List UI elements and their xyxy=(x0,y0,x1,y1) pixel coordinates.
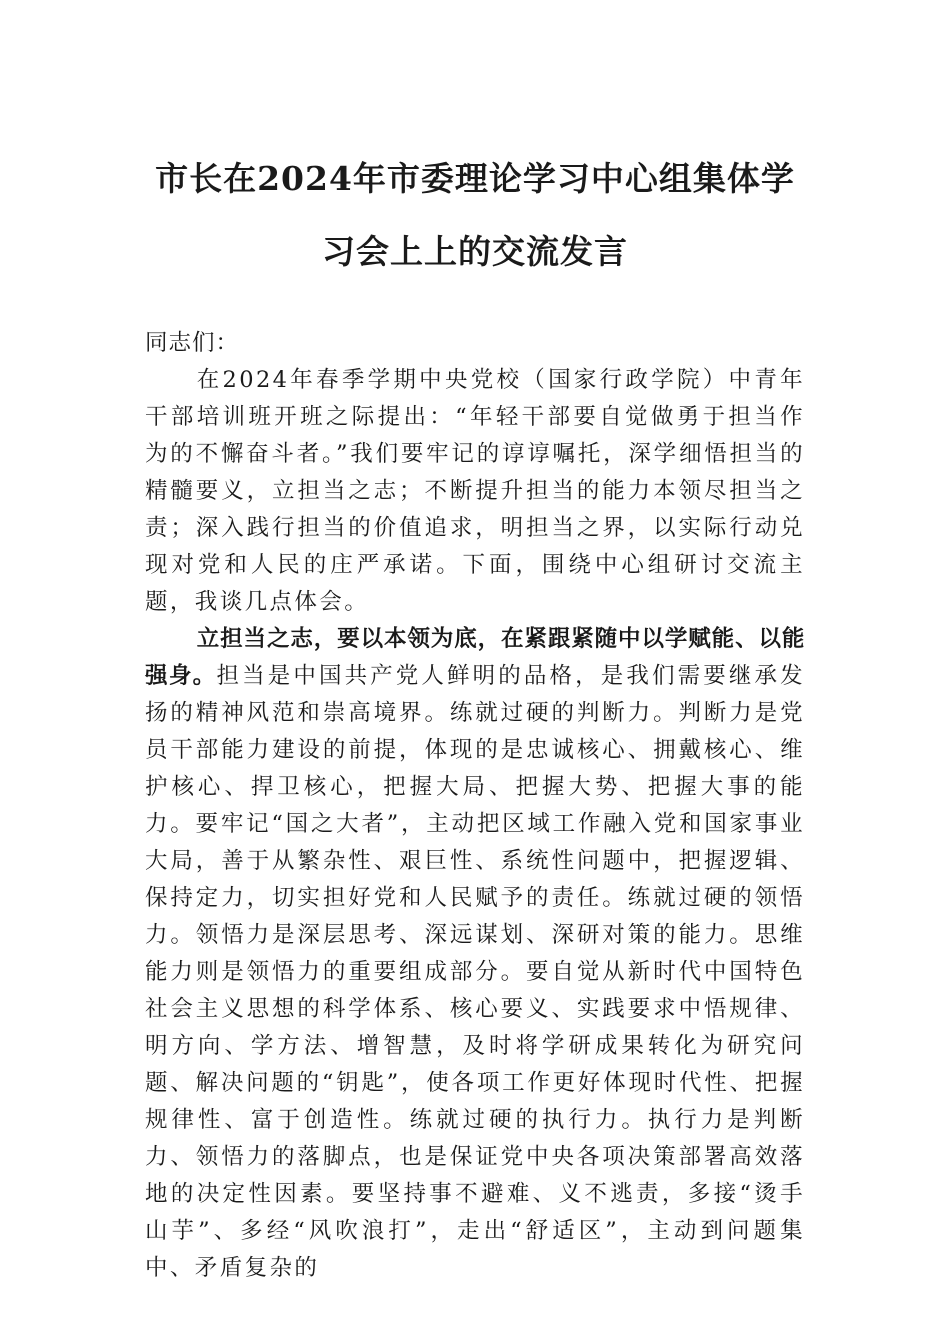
paragraph-intro: 在2024年春季学期中央党校（国家行政学院）中青年干部培训班开班之际提出：“年轻干部要自觉做勇于担当作为的不懈奋斗者。”我们要牢记的谆谆嘱托，深学细悟担当的精髓要义，立担当之志；不断提升担当的能力本领尽担当之责；深入践行担当的价值追求，明担当之界，以实际行动兑现对党和人民的庄严承诺。下面，围绕中心组研讨交流主题，我谈几点体会。 xyxy=(145,367,805,615)
title-line-2: 习会上上的交流发言 xyxy=(322,232,628,271)
paragraph-section-1 xyxy=(145,621,805,1287)
salutation: 同志们： xyxy=(145,330,240,356)
document-body xyxy=(145,325,805,1287)
section-1-heading: 立担当之志，要以本领为底，在紧跟紧随中以学赋能、以能强身。 xyxy=(145,626,805,689)
section-1-text: 担当是中国共产党人鲜明的品格，是我们需要继承发扬的精神风范和崇高境界。练就过硬的判断力。判断力是党员干部能力建设的前提，体现的是忠诚核心、拥戴核心、维护核心、捍卫核心，把握大局、把握大势、把握大事的能力。要牢记“国之大者”，主动把区域工作融入党和国家事业大局，善于从繁杂性、艰巨性、系统性问题中，把握逻辑、保持定力，切实担好党和人民赋予的责任。练就过硬的领悟力。领悟力是深层思考、深远谋划、深研对策的能力。思维能力则是领悟力的重要组成部分。要自觉从新时代中国特色社会主义思想的科学体系、核心要义、实践要求中悟规律、明方向、学方法、增智慧，及时将学研成果转化为研究问题、解决问题的“钥匙”，使各项工作更好体现时代性、把握规律性、富于创造性。练就过硬的执行力。执行力是判断力、领悟力的落脚点，也是保证党中央各项决策部署高效落地的决定性因素。要坚持事不避难、义不逃责，多接“烫手山芋”、多经“风吹浪打”，走出“舒适区”，主动到问题集中、矛盾复杂的 xyxy=(145,663,805,1281)
title-line-1: 市长在2024年市委理论学习中心组集体学 xyxy=(155,159,795,198)
document-title xyxy=(100,158,850,273)
